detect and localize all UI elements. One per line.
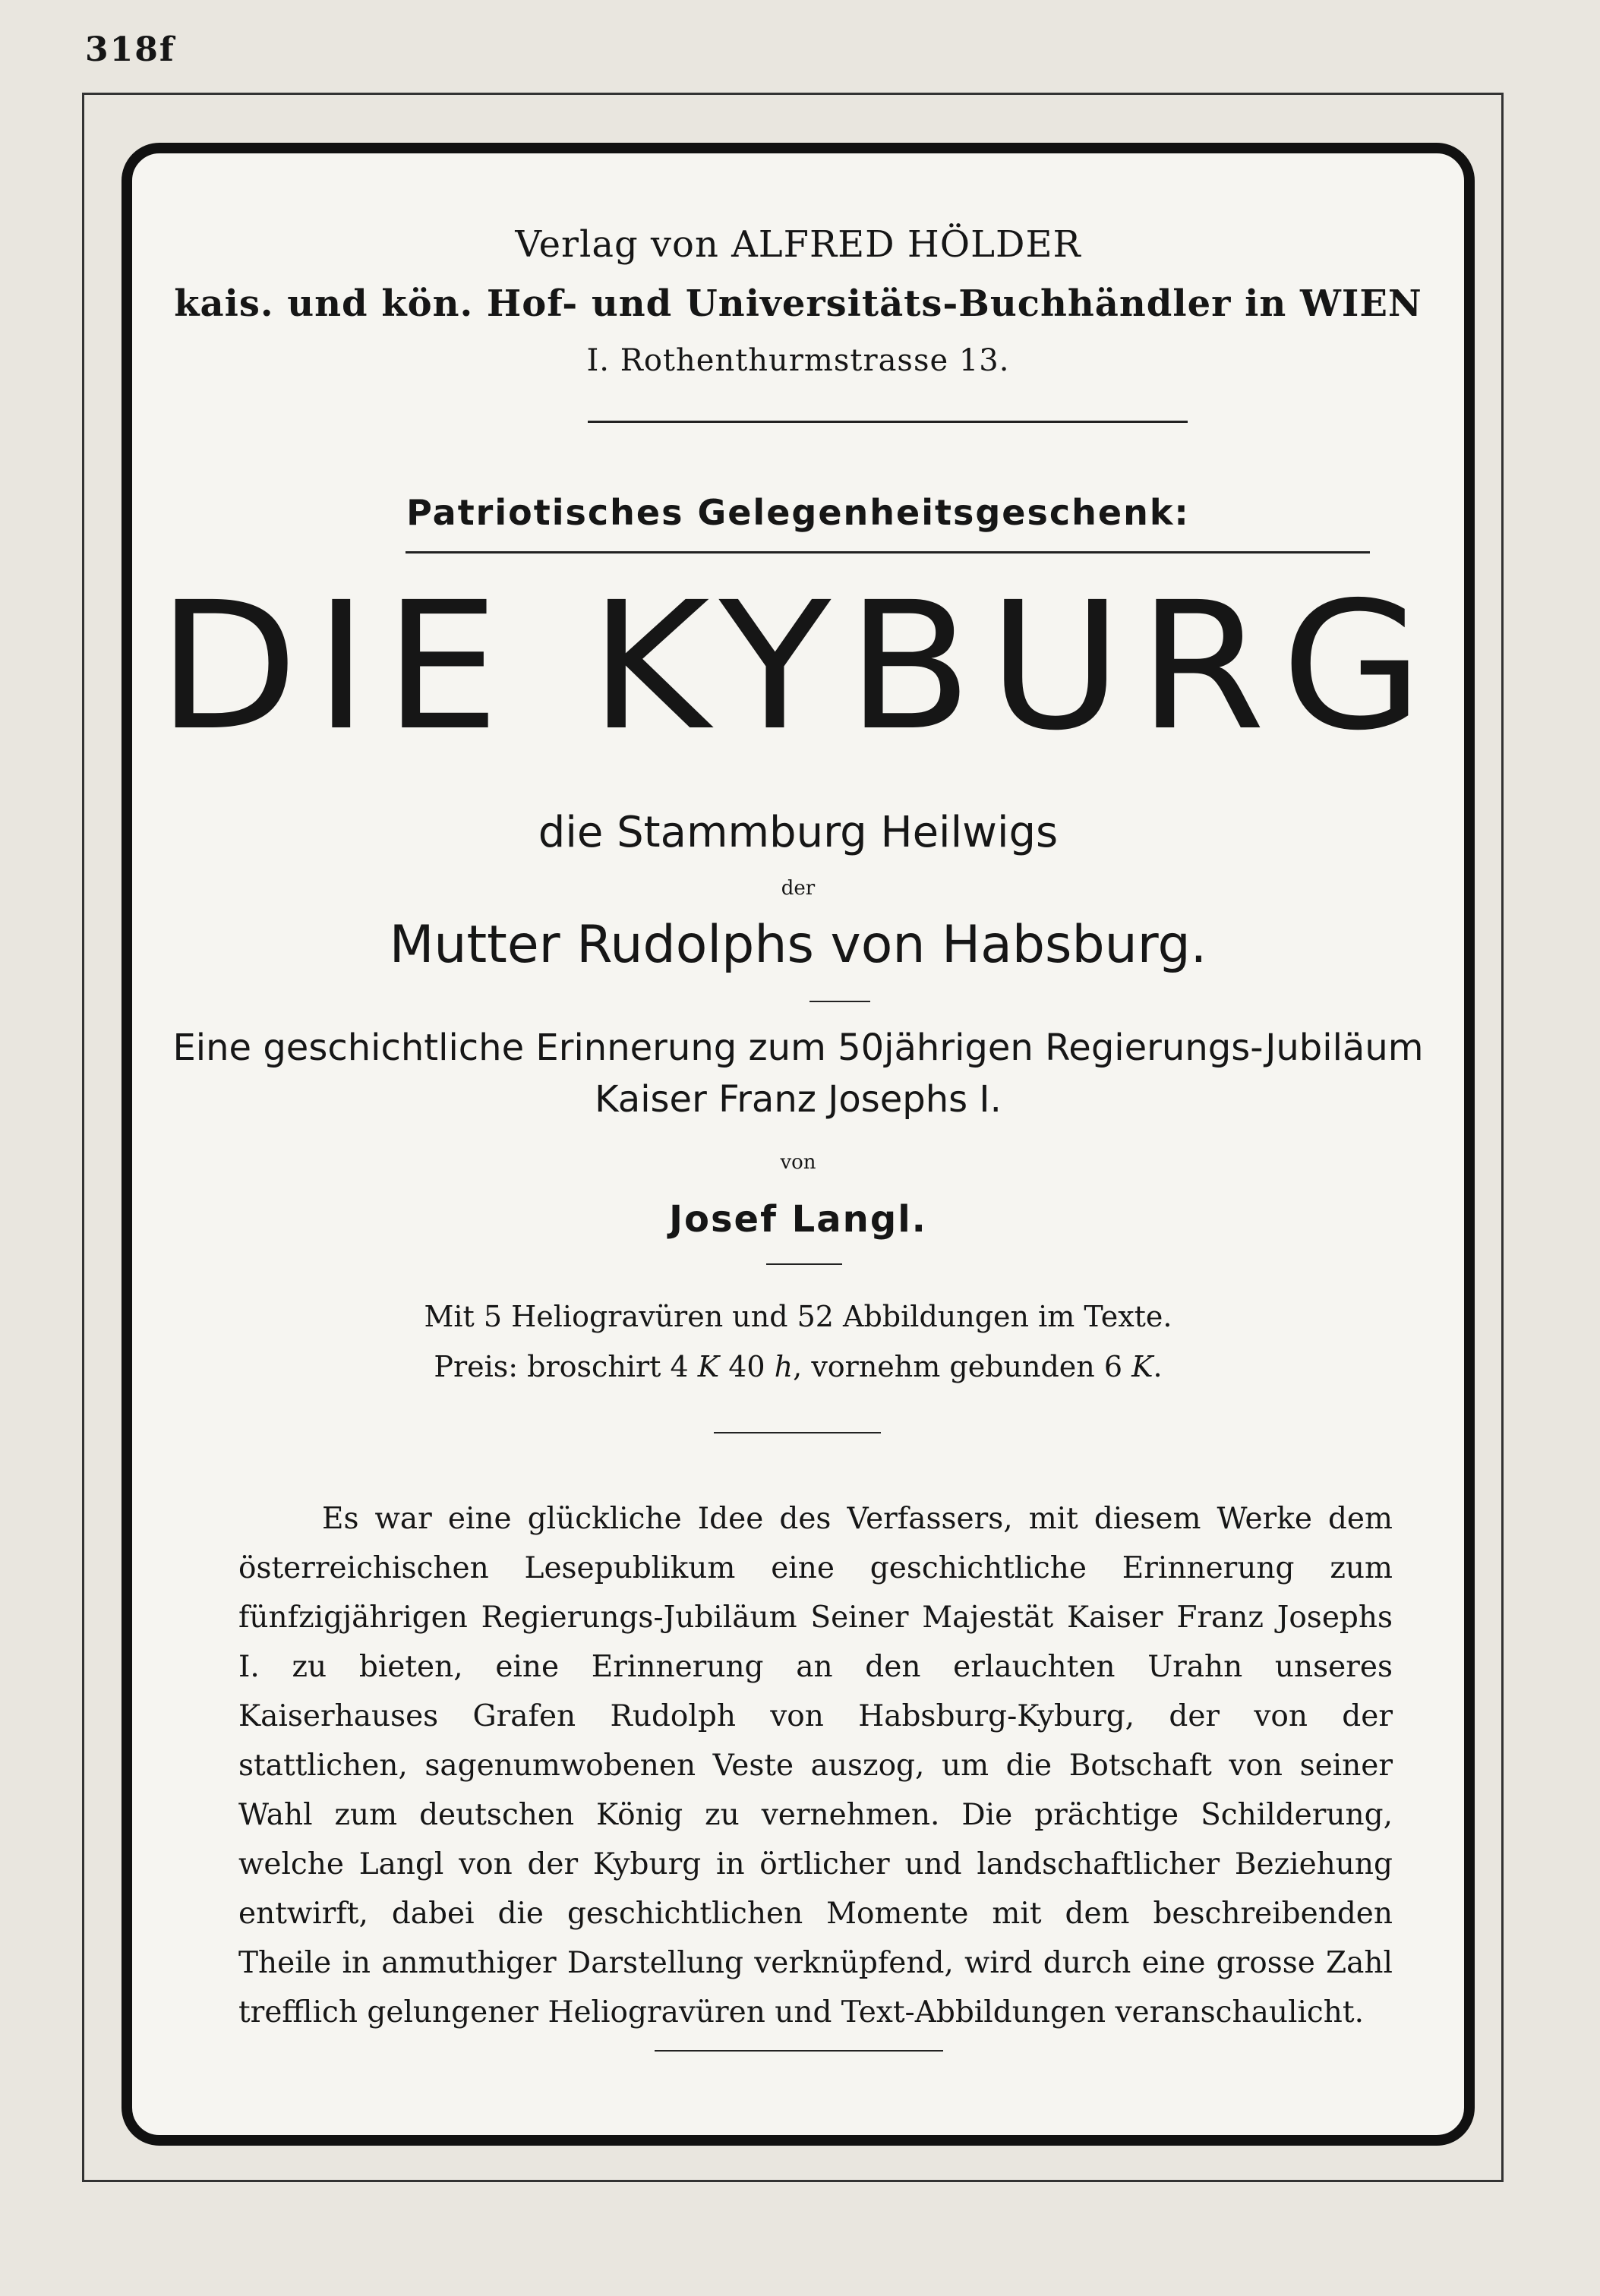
currency-h: h — [774, 1350, 794, 1383]
book-title: DIE KYBURG — [157, 564, 1439, 769]
currency-k: K — [697, 1350, 720, 1383]
currency-k2: K — [1131, 1350, 1153, 1383]
price-end: . — [1153, 1350, 1163, 1383]
book-description-2: Kaiser Franz Josephs I. — [595, 1078, 1002, 1121]
advertisement-box — [121, 143, 1475, 2146]
illustrations-note: Mit 5 Heliogravüren und 52 Abbildungen im Texte. — [424, 1300, 1172, 1333]
divider-rule — [588, 421, 1188, 423]
subtitle-connector: der — [781, 877, 816, 900]
price-prefix: Preis: broschirt 4 — [434, 1350, 689, 1383]
description-paragraph: Es war eine glückliche Idee des Verfassers, mit diesem Werke dem österreichischen Lesepublikum eine geschichtliche Erinnerung zum fünfzigjährigen Regierungs-Jubiläum Seiner Majestät Kaiser Franz Josephs I. zu bieten, eine Erinnerung an den erlauchten Urahn unseres Kaiserhauses Grafen Rudolph von Habsburg-Kyburg, der von der stattlichen, sagenumwobenen Veste auszog, um die Botschaft von seiner Wahl zum deutschen König zu vernehmen. Die prächtige Schilderung, welche Langl von der Kyburg in örtlicher und landschaftlicher Beziehung entwirft, dabei die geschichtlichen Momente mit dem beschreibenden Theile in anmuthiger Darstellung verknüpfend, wird durch eine grosse Zahl trefflich gelungener Heliogravüren und Text-Abbildungen veranschaulicht. — [238, 1502, 1393, 2030]
publisher-address: I. Rothenthurmstrasse 13. — [586, 343, 1010, 378]
divider-rule — [406, 551, 1370, 554]
publisher-name: Verlag von ALFRED HÖLDER — [515, 223, 1081, 266]
publisher-title: kais. und kön. Hof- und Universitäts-Buchhändler in WIEN — [174, 282, 1422, 325]
divider-rule — [714, 1432, 881, 1433]
book-description: Eine geschichtliche Erinnerung zum 50jährigen Regierungs-Jubiläum — [172, 1027, 1424, 1069]
author-name: Josef Langl. — [669, 1198, 927, 1241]
short-rule — [766, 1263, 842, 1265]
page-number: 318f — [85, 30, 175, 69]
short-rule — [809, 1001, 870, 1002]
book-subtitle-2: Mutter Rudolphs von Habsburg. — [389, 915, 1207, 975]
bottom-rule — [655, 2050, 943, 2052]
price-mid: 40 — [728, 1350, 765, 1383]
by-label: von — [780, 1151, 816, 1174]
price-bound: , vornehm gebunden 6 — [793, 1350, 1123, 1383]
price-line — [132, 1350, 1464, 1383]
subheading: Patriotisches Gelegenheitsgeschenk: — [406, 492, 1190, 533]
book-subtitle: die Stammburg Heilwigs — [538, 808, 1059, 857]
